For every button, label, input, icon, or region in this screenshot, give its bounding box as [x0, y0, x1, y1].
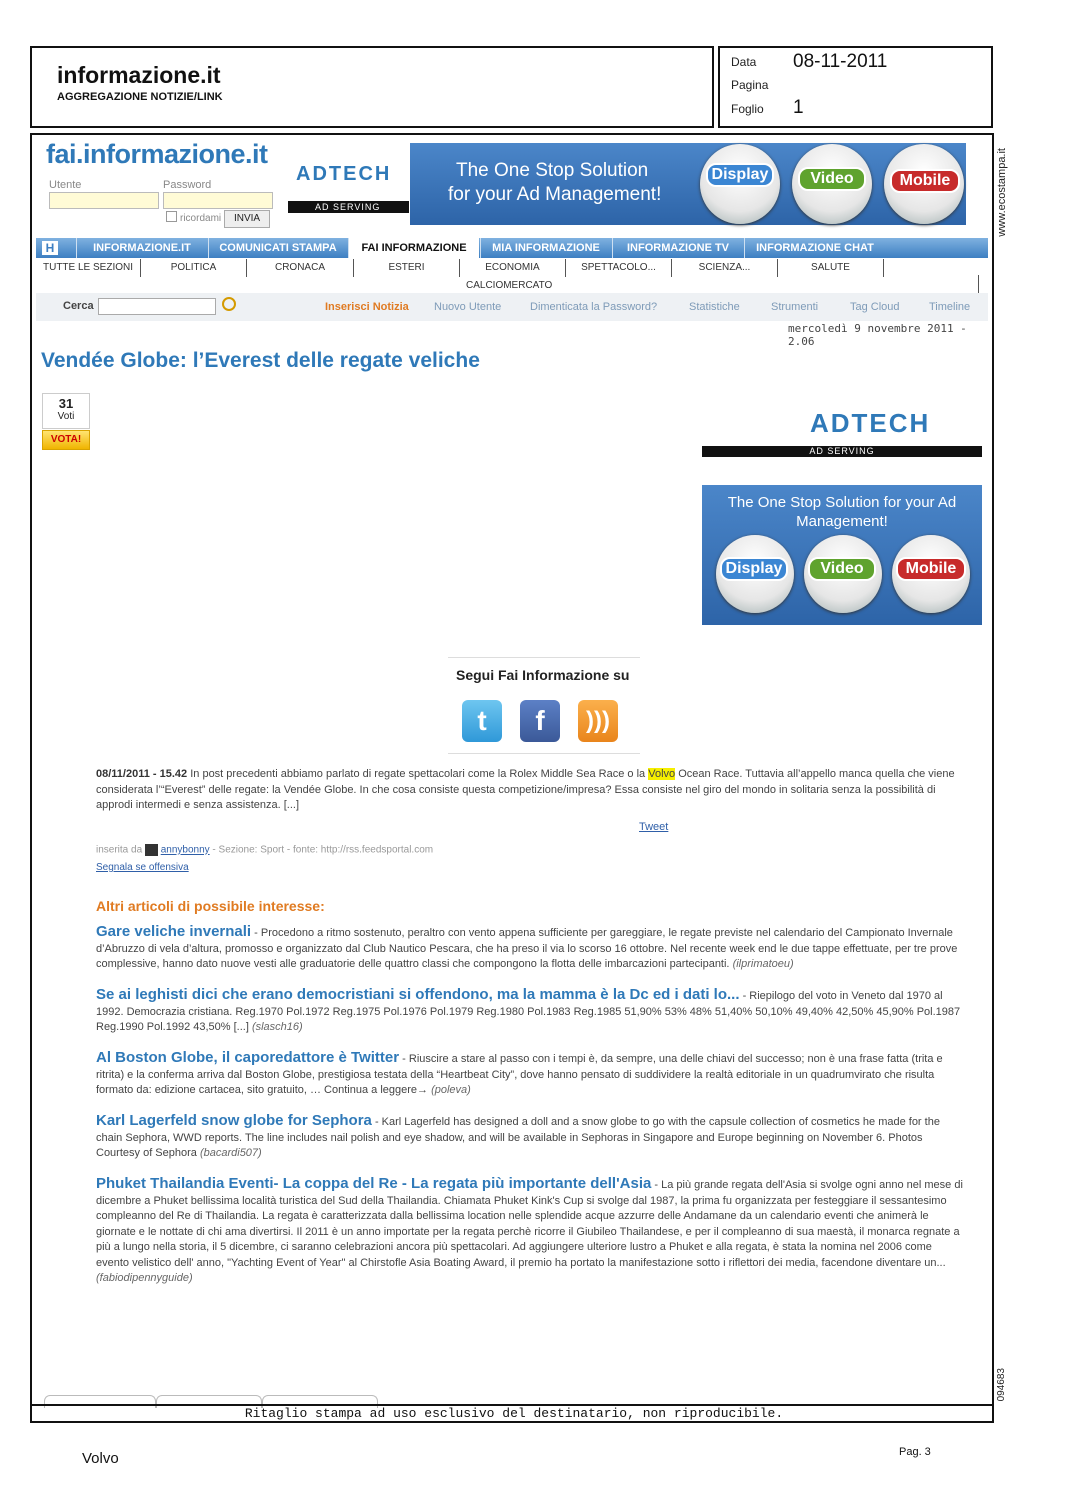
tweet-link[interactable]: Tweet	[639, 821, 669, 833]
related-title[interactable]: Se ai leghisti dici che erano democristiani si offendono, ma la mamma è la Dc ed i dati lo...	[96, 986, 740, 1003]
side-panel	[702, 485, 982, 625]
article-source: - Sezione: Sport - fonte: http://rss.feedsportal.com	[212, 844, 434, 856]
foglio-value: 1	[793, 97, 804, 118]
related-heading: Altri articoli di possibile interesse:	[96, 898, 325, 914]
related-text: - Karl Lagerfeld has designed a doll and a snow globe to go with the capsule collection of cosmetics he made for the chain Sephora, WWD reports. The line includes nail polish and eye shadow, and will be available in Sephoras in Singapore and Europe beginning on November 6. Photos Courtesy of Sephora	[96, 1116, 940, 1159]
related-item	[96, 1176, 966, 1287]
tools-bar	[36, 293, 988, 321]
related-item	[96, 1050, 966, 1099]
password-label: Password	[163, 179, 212, 191]
article-body-end: Ocean Race. Tuttavia all’appello manca quella che viene considerata l’“Everest” delle regate: la Vendée Globe. In che cosa consiste questa competizione/impresa? Essa consiste nel giro del mondo in solitaria senza la possibilità di approdi intermedi e senza assistenza. [...]	[96, 768, 955, 811]
sub-esteri[interactable]: ESTERI	[354, 259, 460, 277]
side-display-pill: Display	[720, 557, 788, 581]
timeline-link[interactable]: Timeline	[929, 301, 971, 313]
page-clipping	[30, 133, 994, 1423]
strumenti-link[interactable]: Strumenti	[771, 301, 819, 313]
side-video-pill: Video	[808, 557, 876, 581]
related-item	[96, 1113, 966, 1162]
related-source: (poleva)	[431, 1084, 471, 1096]
article-body-start: In post precedenti abbiamo parlato di regate spettacolari come la Rolex Middle Sea Race o la	[190, 768, 646, 780]
related-text: - Riuscire a stare al passo con i tempi è, da sempre, una delle chiavi del successo; non è una frase fatta (trita e ritrita) e la conferma arriva dal Boston Globe, prestigiosa testata della “Heartbeat City”, dove hanno pensato di suddividere la realtà editoriale in un quadrumvirato che risulta formato da: edizione cartacea, sito gratuito, … Continua a leggere→	[96, 1053, 943, 1096]
sub-tutte[interactable]: TUTTE LE SEZIONI	[36, 259, 141, 277]
facebook-icon[interactable]: f	[520, 700, 560, 742]
follow-divider-bottom	[448, 753, 640, 754]
nav-comunicati[interactable]: COMUNICATI STAMPA	[208, 238, 347, 258]
ecostampa-url: www.ecostampa.it	[996, 148, 1008, 237]
password-link[interactable]: Dimenticata la Password?	[530, 301, 658, 313]
follow-heading: Segui Fai Informazione su	[456, 667, 630, 683]
data-value: 08-11-2011	[793, 51, 888, 72]
related-source: (bacardi507)	[199, 1147, 262, 1159]
inserisci-notizia-link[interactable]: Inserisci Notizia	[325, 301, 409, 313]
twitter-icon[interactable]: t	[462, 700, 502, 742]
article-keyword: Volvo	[648, 768, 676, 780]
sub-salute[interactable]: SALUTE	[778, 259, 884, 277]
related-item	[96, 924, 966, 973]
data-label: Data	[731, 55, 757, 69]
sub-economia[interactable]: ECONOMIA	[460, 259, 566, 277]
password-input[interactable]	[163, 192, 273, 209]
ad-serving-label: AD SERVING	[288, 201, 409, 213]
article-meta	[96, 844, 433, 856]
nav-informazione-chat[interactable]: INFORMAZIONE CHAT	[744, 238, 885, 258]
sub-politica[interactable]: POLITICA	[141, 259, 247, 277]
nuovo-utente-link[interactable]: Nuovo Utente	[434, 301, 502, 313]
rss-icon[interactable]: )))	[578, 700, 618, 742]
vote-count: 31	[58, 396, 74, 411]
keyword-footer: Volvo	[82, 1450, 119, 1467]
tag-cloud-link[interactable]: Tag Cloud	[850, 301, 900, 313]
search-input[interactable]	[98, 298, 216, 315]
subnav-divider	[978, 275, 979, 295]
author-link[interactable]: annybonny	[160, 844, 210, 856]
banner-tagline-1: The One Stop Solution	[456, 160, 649, 181]
related-item	[96, 987, 966, 1036]
adtech-banner-side[interactable]	[702, 390, 982, 625]
nav-fai-informazione[interactable]: FAI INFORMAZIONE	[348, 238, 479, 258]
nav-mia-informazione[interactable]: MIA INFORMAZIONE	[480, 238, 611, 258]
vote-counter	[42, 393, 90, 429]
search-label: Cerca	[63, 300, 94, 312]
mobile-pill: Mobile	[890, 169, 960, 193]
site-logo[interactable]: fai.informazione.it	[46, 139, 268, 169]
pagina-label: Pagina	[731, 78, 769, 92]
sub-cronaca[interactable]: CRONACA	[247, 259, 354, 277]
author-avatar-icon	[145, 844, 158, 856]
nav-informazione-tv[interactable]: INFORMAZIONE TV	[612, 238, 743, 258]
related-source: (slasch16)	[251, 1021, 303, 1033]
invia-button[interactable]: INVIA	[224, 210, 270, 228]
vote-button[interactable]: VOTA!	[42, 430, 90, 450]
publication-name: informazione.it	[57, 62, 221, 88]
foglio-label: Foglio	[731, 102, 764, 116]
statistiche-link[interactable]: Statistiche	[689, 301, 740, 313]
page-number: Pag. 3	[899, 1446, 931, 1458]
publication-subtitle: AGGREGAZIONE NOTIZIE/LINK	[57, 91, 223, 103]
adtech-side-logo: ADTECH	[810, 408, 931, 438]
related-text: - Riepilogo del voto in Veneto dal 1970 al 1992. Democrazia cristiana. Reg.1970 Pol.1972 Reg.1975 Pol.1976 Pol.1979 Reg.1980 Pol.1983 Reg.1985 51,90% 53% 48% 51,40% 50,10% 49,40% 42,50% 45,90% Pol.1987 Reg.1990 Pol.1992 43,50% [...]	[96, 990, 961, 1033]
search-icon[interactable]	[222, 297, 236, 311]
clip-code: 094683	[996, 1368, 1007, 1402]
side-mobile-pill: Mobile	[896, 557, 966, 581]
ad-serving-side: AD SERVING	[702, 446, 982, 457]
side-tagline: The One Stop Solution for your Ad Management!	[727, 494, 957, 530]
article-timestamp: 08/11/2011 - 15.42	[96, 768, 188, 780]
sub-spettacolo[interactable]: SPETTACOLO...	[566, 259, 672, 277]
current-date: mercoledì 9 novembre 2011 - 2.06	[788, 322, 967, 348]
related-title[interactable]: Al Boston Globe, il caporedattore è Twitter	[96, 1049, 400, 1066]
utente-label: Utente	[49, 179, 82, 191]
related-source: (ilprimatoeu)	[732, 958, 794, 970]
follow-divider-top	[448, 657, 640, 658]
main-nav	[36, 238, 988, 258]
related-title[interactable]: Gare veliche invernali	[96, 923, 252, 940]
banner-tagline-2: for your Ad Management!	[448, 184, 662, 205]
home-icon[interactable]: H	[42, 241, 58, 255]
nav-informazione[interactable]: INFORMAZIONE.IT	[76, 238, 207, 258]
report-link[interactable]: Segnala se offensiva	[96, 862, 189, 873]
sub-scienza[interactable]: SCIENZA...	[672, 259, 778, 277]
related-text: - Procedono a ritmo sostenuto, peraltro con vento appena sufficiente per gareggiare, le regate previste nel calendario del Campionato Invernale d’Abruzzo di vela d’altura, promosso e organizzato dal Club Nautico Pescara, che ha preso il via lo scorso 16 ottobre. Nel recente week end le due tappe effettuate, per tre prove complessive, hanno dato nuove vesti alle graduatorie delle quattro classi che compongono la flotta delle imbarcazioni partecipanti.	[96, 927, 958, 970]
article-body	[96, 767, 966, 814]
section-nav	[36, 259, 988, 277]
publication-header	[30, 46, 714, 128]
ricordami-label: ricordami	[180, 213, 222, 224]
related-title[interactable]: Karl Lagerfeld snow globe for Sephora	[96, 1112, 372, 1129]
article-title: Vendée Globe: l’Everest delle regate veliche	[41, 349, 480, 372]
adtech-logo: ADTECH	[296, 163, 392, 185]
clipping-meta	[718, 46, 993, 128]
utente-input[interactable]	[49, 192, 159, 209]
sub-calciomercato[interactable]: CALCIOMERCATO	[466, 280, 553, 291]
banner-panel	[410, 143, 966, 225]
disclaimer: Ritaglio stampa ad uso esclusivo del destinatario, non riproducibile.	[244, 1406, 784, 1421]
ricordami-checkbox[interactable]	[166, 211, 177, 222]
vote-label: Voti	[57, 411, 75, 422]
inserita-label: inserita da	[96, 844, 143, 856]
related-title[interactable]: Phuket Thailandia Eventi- La coppa del Re - La regata più importante dell'Asia	[96, 1175, 652, 1192]
display-pill: Display	[706, 163, 774, 187]
video-pill: Video	[798, 167, 866, 191]
related-source: (fabiodipennyguide)	[96, 1272, 193, 1284]
related-text: - La più grande regata dell'Asia si svolge ogni anno nel mese di dicembre a Phuket bellissima località turistica del Sud della Thailandia. Chiamata Phuket Kink's Cup si svolge dal 1987, la prima fu organizzata per festeggiare il sessantesimo compleanno del Re di Thailandia. La regata è caratterizzata dalla bellissima location nelle splendide acque azzurre delle Andamane da un calendario eventi che animerà le giornate e le nottate di chi ama divertirsi. Il 2011 è un anno importate per la regata perchè ricorre il Giubileo Thailandese, e per il compleanno di sua maestà, il monarca regnate a più a lungo nella storia, il 5 dicembre, ci saranno celebrazioni ancora più spettacolari. Ad aggiungere ulteriore lustro a Phuket e alla regata, è stata la nomina nel 2006 come evento velistico dell' anno, "Yachting Event of Year" al Chirstofle Asia Boating Award, il premio ha portato la manifestazione sotto i riflettori dei media, facendone diventare un...	[96, 1179, 963, 1269]
adtech-banner-top[interactable]	[288, 143, 966, 225]
